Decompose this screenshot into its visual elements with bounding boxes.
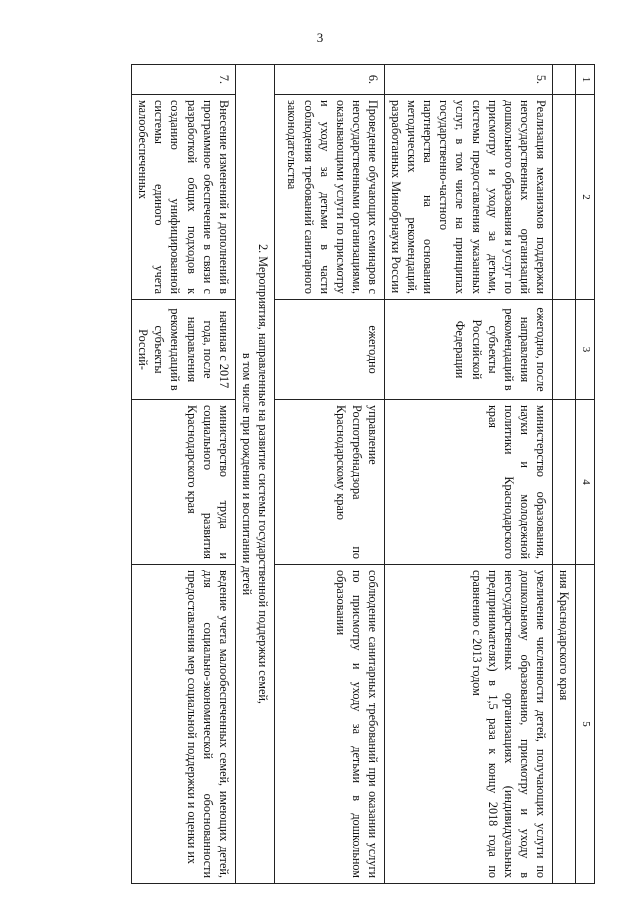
table-row: [274, 65, 384, 884]
table-row: [132, 65, 236, 884]
row-number: 5.: [384, 65, 552, 95]
term-cell: ежегодно, после направления рекомендаций в субъекты Российской Федерации: [384, 300, 552, 400]
section-title-line-1: 2. Мероприятия, направленные на развитие системы государственной поддержки семей,: [255, 244, 270, 704]
term-cell: начиная с 2017 года, после направления рекомендаций в субъекты Россий-: [132, 300, 236, 400]
measures-table: [131, 64, 595, 884]
measure-cell: Проведение обучающих семинаров с негосударственными организациями, оказывающими услуги по присмотру и уходу за детьми в части соблюдения требований санитарного законодательства: [274, 95, 384, 300]
rotated-table-container: [65, 64, 595, 884]
result-cell: увеличение численности детей, получающих услуги по дошкольному образованию, присмотру и уходу в негосударственных организациях (индивидуальных предпринимателях) в 1,5 раза к концу 2018 года по сравнению с 2013 годом: [384, 565, 552, 884]
executor-cell: министерство труда и социального развития Краснодарского края: [132, 400, 236, 565]
header-col-1: 1: [576, 65, 595, 95]
term-cell: ежегодно: [274, 300, 384, 400]
result-cell: ведение учета малообеспеченных семей, имеющих детей, для социально-экономической обоснованности предоставления мер социальной поддержки и оценки их: [132, 565, 236, 884]
section-row: [235, 65, 274, 884]
result-cell: соблюдение санитарных требований при оказании услуги по присмотру и уходу за детьми в дошкольном образовании: [274, 565, 384, 884]
header-col-4: 4: [576, 400, 595, 565]
continuation-text: ния Краснодарского края: [552, 565, 575, 884]
measure-cell: Внесение изменений и дополнений в программное обеспечение в связи с разработкой общих подходов к созданию унифицированной системы единого учета малообеспеченных: [132, 95, 236, 300]
header-col-2: 2: [576, 95, 595, 300]
executor-cell: министерство образования, науки и молодежной политики Краснодарского края: [384, 400, 552, 565]
header-col-3: 3: [576, 300, 595, 400]
table-row: [384, 65, 552, 884]
section-title-line-2: в том числе при рождении и воспитании детей: [239, 352, 254, 596]
header-col-5: 5: [576, 565, 595, 884]
row-number: 7.: [132, 65, 236, 95]
header-row: [576, 65, 595, 884]
row-number: 6.: [274, 65, 384, 95]
executor-cell: управление Роспотребнадзора по Краснодарскому краю: [274, 400, 384, 565]
continuation-row: [552, 65, 575, 884]
page-number: 3: [316, 30, 324, 45]
measure-cell: Реализация механизмов поддержки негосударственных организаций дошкольного образования и услуг по присмотру и уходу за детьми, системы предоставления указанных услуг, в том числе на принципах государственно-частного партнерства на основании методических рекомендаций, разработанных Минобрнауки России: [384, 95, 552, 300]
